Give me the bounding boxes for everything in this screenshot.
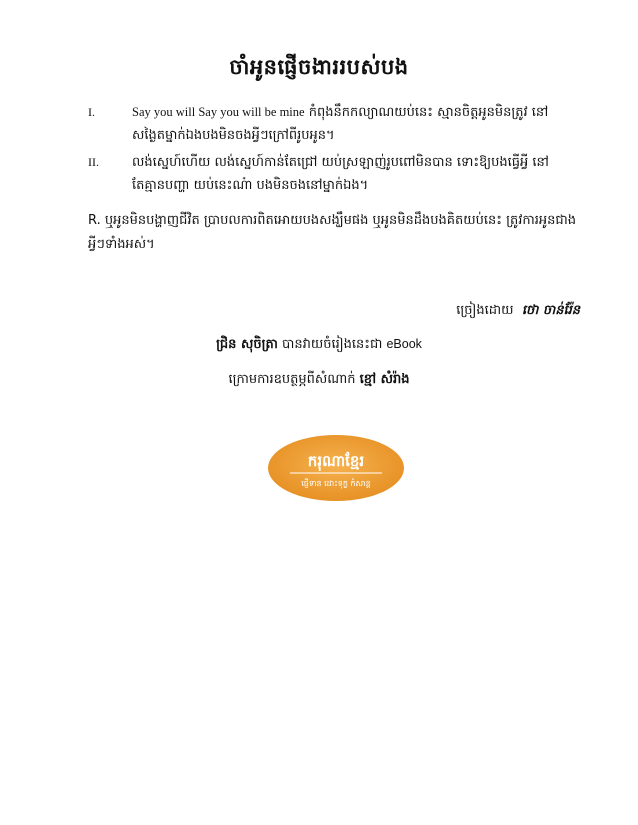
verse-line	[86, 101, 586, 124]
verse-line: សង្ងៃតម្នាក់ឯងបងមិនចងអ្វីៗក្រៅពីរូបអូន។	[132, 128, 335, 143]
sponsor-credit	[0, 371, 638, 390]
verse-line: តែគ្មានបញ្ហា យប់នេះណ៎ា បងមិនចងនៅម្នាក់ឯង។	[132, 178, 369, 193]
logo-name: ករុណាខ្មែរ	[307, 452, 365, 470]
sponsor-name: ខ្មៅ សំរ៉ាង	[359, 372, 410, 387]
singer-credit	[456, 302, 580, 321]
chorus: R. ឬអូនមិនបង្ហាញជីវិត ប្រាបលការពិតអោយបងសង្ឃឹមផង ឬអូនមិនដឹងបងគិតយប់នេះ ត្រូវការអូនជាងអ្វីៗទាំងអស់។	[88, 213, 577, 252]
sung-by-label: ច្រៀងដោយ	[456, 303, 514, 318]
typist-name: ជ្រិន សុចិត្រា	[216, 337, 278, 352]
karuna-khmer-logo	[266, 433, 406, 503]
typist-credit	[0, 336, 638, 355]
sponsor-label: ក្រោមការឧបត្ថម្ភពីសំណាក់	[228, 372, 360, 387]
verse-1	[86, 101, 586, 147]
verse-2	[86, 151, 586, 197]
verse-number: II.	[88, 155, 99, 169]
singer-name: ថោ ចាន់រ៉ែន	[521, 303, 580, 318]
verse-line: លង់ស្នេហ៍ហើយ លង់ស្នេហ៍កាន់តែជ្រៅ យប់ស្រឡាញ់រូបពៅមិនបាន ទោះឱ្យបងធ្វើអ្វី នៅ	[132, 155, 549, 170]
verse-line-khmer: កំពុងនឹកកល្យាណយប់នេះ ស្មានចិត្តអូនមិនត្រូវ នៅ	[304, 105, 549, 120]
typed-label: បានវាយចំរៀងនេះជា	[277, 337, 387, 352]
ebook-label: eBook	[386, 337, 422, 351]
page-title: ចាំអូនផ្ញើចងាររបស់បង	[229, 55, 409, 79]
verse-line-english: Say you will Say you will be mine	[132, 105, 305, 119]
verse-number: I.	[88, 105, 95, 119]
logo-tagline: ផ្ញើទាន ដោះទុក្ខ កំសាន្ត	[301, 479, 371, 488]
